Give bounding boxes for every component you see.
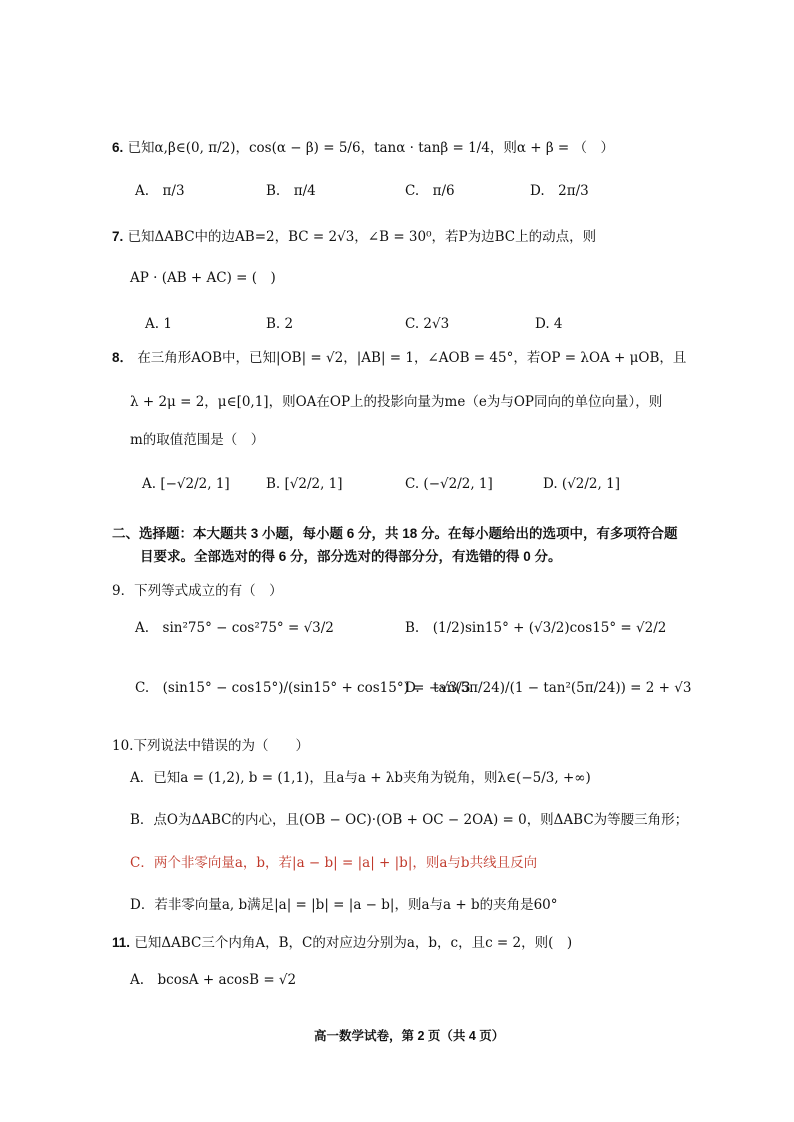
q9-option-a: A. sin²75° − cos²75° = √3/2	[135, 620, 334, 636]
q11-option-a: A. bcosA + acosB = √2	[130, 972, 297, 988]
q6-stem	[112, 140, 614, 156]
q7-option-d: D. 4	[535, 316, 563, 332]
q6-stem-text: 已知α,β∈(0, π/2)，cos(α − β) = 5/6，tanα · tanβ = 1/4，则α + β = （ ）	[127, 140, 615, 156]
q8-option-c: C. (−√2/2, 1]	[405, 476, 493, 492]
q8-number: 8．	[112, 350, 134, 365]
page-footer: 高一数学试卷，第 2 页（共 4 页）	[314, 1029, 505, 1043]
q9-stem: 9．下列等式成立的有（ ）	[112, 583, 283, 599]
q9-option-b: B. (1/2)sin15° + (√3/2)cos15° = √2/2	[405, 620, 667, 636]
q7-option-b: B. 2	[266, 316, 294, 332]
q8-option-b: B. [√2/2, 1]	[266, 476, 343, 492]
q10-option-c-text: C．两个非零向量a，b，若|a − b| = |a| + |b|，则a与b共线且反向	[130, 855, 538, 871]
q6-option-d: D. 2π/3	[530, 183, 589, 199]
q6-option-a: A. π/3	[135, 183, 185, 199]
q8-line2: λ + 2μ = 2，μ∈[0,1]，则OA在OP上的投影向量为me（e为与OP同向的单位向量），则	[130, 394, 663, 410]
q8-line3: m的取值范围是（ ）	[130, 432, 265, 448]
q8-line1	[112, 350, 686, 366]
q8-option-d: D. (√2/2, 1]	[543, 476, 620, 492]
section2-heading-line1: 二、选择题：本大题共 3 小题，每小题 6 分，共 18 分。在每小题给出的选项中，有多项符合题	[112, 526, 678, 541]
q10-option-c	[130, 855, 537, 871]
q11-stem-text: 已知ΔABC三个内角A，B，C的对应边分别为a，b，c，且c = 2，则( )	[134, 935, 573, 951]
q10-stem: 10.下列说法中错误的为（ ）	[112, 738, 309, 754]
q6-option-c: C. π/6	[405, 183, 455, 199]
q7-stem	[112, 229, 596, 245]
section2-heading-line2: 目要求。全部选对的得 6 分，部分选对的得部分分，有选错的得 0 分。	[140, 549, 562, 564]
q10-option-d: D．若非零向量a, b满足|a| = |b| = |a − b|，则a与a + b的夹角是60°	[130, 897, 558, 913]
q7-number: 7.	[112, 229, 124, 244]
q9-option-c: C. (sin15° − cos15°)/(sin15° + cos15°) = −√3/3	[135, 680, 471, 696]
q9-option-d: D. tan(5π/24)/(1 − tan²(5π/24)) = 2 + √3	[405, 680, 692, 696]
q10-option-b: B．点O为ΔABC的内心，且(OB − OC)·(OB + OC − 2OA) = 0，则ΔABC为等腰三角形；	[130, 812, 689, 828]
q8-option-a: A. [−√2/2, 1]	[142, 476, 230, 492]
q11-number: 11.	[112, 935, 131, 950]
q6-number: 6.	[112, 140, 124, 155]
q7-stem-text: 已知ΔABC中的边AB=2，BC = 2√3，∠B = 30⁰，若P为边BC上的动点，则	[127, 229, 597, 245]
q7-option-a: A. 1	[145, 316, 172, 332]
q10-option-a: A．已知a = (1,2), b = (1,1)，且a与a + λb夹角为锐角，则λ∈(−5/3, +∞)	[130, 770, 591, 786]
q7-expression: AP · (AB + AC) = ( )	[130, 270, 276, 286]
q8-line1-text: 在三角形AOB中，已知|OB| = √2，|AB| = 1，∠AOB = 45°，若OP = λOA + μOB，且	[137, 350, 687, 366]
q7-option-c: C. 2√3	[405, 316, 450, 332]
q11-stem	[112, 935, 572, 951]
q6-option-b: B. π/4	[266, 183, 316, 199]
